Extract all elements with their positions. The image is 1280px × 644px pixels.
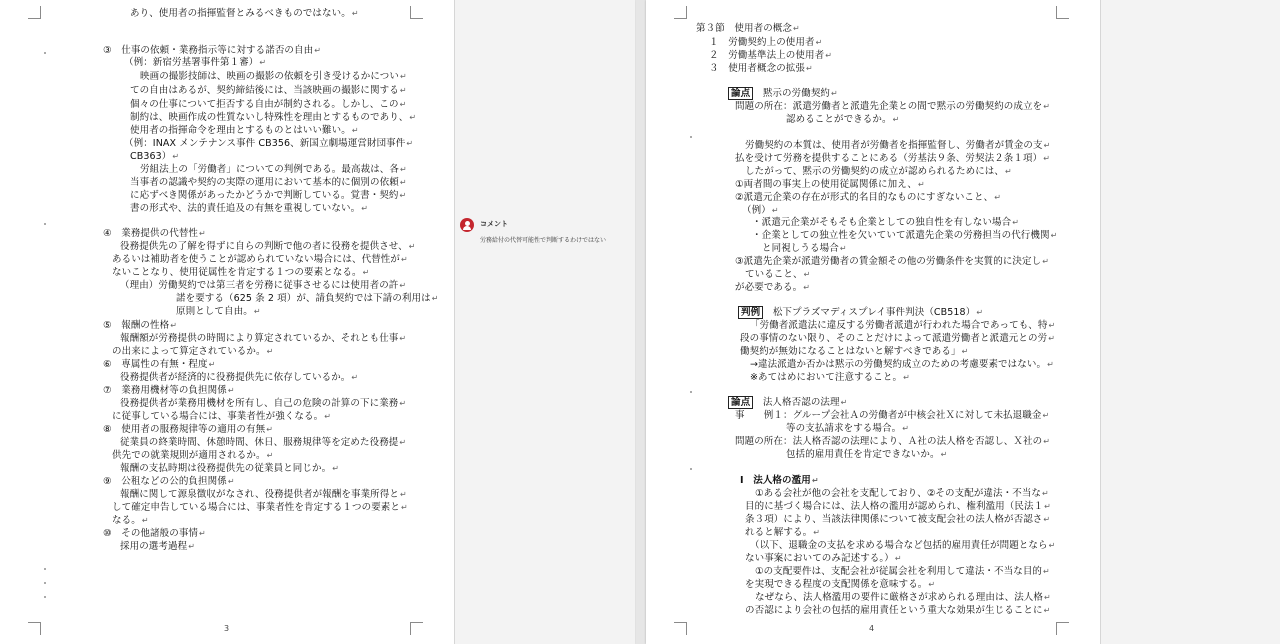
line-text: ３ 使用者概念の拡張 xyxy=(709,63,806,74)
text-line xyxy=(130,99,406,110)
text-line xyxy=(140,71,407,82)
text-line xyxy=(750,359,1054,370)
line-text: 条３項）により、当該法律関係について被支配会社の法人格が否認さ xyxy=(745,514,1043,525)
comment-pane xyxy=(454,0,635,644)
paragraph-mark-icon: ↵ xyxy=(771,206,779,215)
text-line xyxy=(745,501,1051,512)
line-text: 制約は、映画作成の性質ないし特殊性を理由とするものであり、 xyxy=(130,112,409,123)
paragraph-mark-icon: ↵ xyxy=(266,425,274,434)
crop-mark xyxy=(1056,622,1069,635)
text-line xyxy=(103,528,206,539)
line-text: 従業員の終業時間、休憩時間、休日、服務規律等を定めた役務提 xyxy=(120,437,399,448)
tag-label: 論点 xyxy=(728,87,753,100)
line-text: ない事案においてのみ記述する。） xyxy=(745,553,894,564)
text-line xyxy=(112,502,408,513)
page-3 xyxy=(0,0,634,644)
line-text: ないことなり、使用従属性を肯定する１つの要素となる。 xyxy=(112,267,362,278)
paragraph-mark-icon: ↵ xyxy=(902,424,910,433)
paragraph-mark-icon: ↵ xyxy=(1044,593,1051,602)
text-line xyxy=(728,88,838,99)
text-line xyxy=(120,437,406,448)
text-line xyxy=(130,203,368,214)
paragraph-mark-icon: ↵ xyxy=(928,580,936,589)
line-text: ⑧ 使用者の服務規律等の適用の有無 xyxy=(103,424,266,435)
line-text: したがって、黙示の労働契約の成立が認められるためには、 xyxy=(745,166,1005,177)
text-line xyxy=(786,114,899,125)
line-text: れると解する。 xyxy=(745,527,813,538)
paragraph-mark-icon: ↵ xyxy=(1048,334,1056,343)
paragraph-mark-icon: ↵ xyxy=(399,191,407,200)
text-line xyxy=(130,85,407,96)
paragraph-mark-icon: ↵ xyxy=(208,360,216,369)
line-text: 段の事情のない限り、そのことだけによって派遣労働者と派遣元との労 xyxy=(740,333,1048,344)
text-line xyxy=(120,333,406,344)
line-text: ていること、 xyxy=(745,269,803,280)
text-line xyxy=(709,50,832,61)
text-line xyxy=(124,57,266,68)
comment-text[interactable]: 労務給付の代替可能性で判断するわけではない xyxy=(480,237,607,244)
text-line xyxy=(112,267,369,278)
paragraph-mark-icon: ↵ xyxy=(1044,502,1051,511)
line-text: ④ 業務提供の代替性 xyxy=(103,228,199,239)
paragraph-mark-icon: ↵ xyxy=(815,38,823,47)
line-text: 労働契約の本質は、使用者が労働者を指揮監督し、労働者が賃金の支 xyxy=(745,140,1043,151)
paragraph-mark-icon: ↵ xyxy=(1043,154,1051,163)
text-line xyxy=(762,243,847,254)
line-text: 払を受けて労務を提供することにある（労基法９条、労契法２条１項） xyxy=(735,153,1043,164)
page-number: 3 xyxy=(224,624,230,633)
line-text: を実現できる程度の支配関係を意味する。 xyxy=(745,579,928,590)
text-line xyxy=(103,228,206,239)
paragraph-mark-icon: ↵ xyxy=(803,270,811,279)
text-line xyxy=(752,217,1019,228)
text-line xyxy=(112,515,149,526)
paragraph-mark-icon: ↵ xyxy=(332,464,340,473)
line-text: 映画の撮影技師は、映画の撮影の依頼を引き受けるかについ xyxy=(140,71,400,82)
paragraph-mark-icon: ↵ xyxy=(399,399,407,408)
paragraph-mark-icon: ↵ xyxy=(399,86,407,95)
paragraph-mark-icon: ↵ xyxy=(892,115,900,124)
text-line xyxy=(742,205,779,216)
paragraph-mark-icon: ↵ xyxy=(1043,102,1051,111)
text-line xyxy=(745,605,1050,616)
text-line xyxy=(745,514,1050,525)
line-text: （理由）労働契約では第三者を労務に従事させるには使用者の許 xyxy=(120,280,399,291)
text-line xyxy=(120,280,406,291)
paragraph-mark-icon: ↵ xyxy=(266,451,274,460)
paragraph-mark-icon: ↵ xyxy=(351,373,359,382)
paragraph-mark-icon: ↵ xyxy=(406,139,414,148)
paragraph-mark-icon: ↵ xyxy=(903,373,910,382)
line-text: 供先での就業規則が適用されるか。 xyxy=(112,450,266,461)
paragraph-mark-icon: ↵ xyxy=(400,72,407,81)
paragraph-mark-icon: ↵ xyxy=(399,438,407,447)
line-text: 原則として自由。 xyxy=(176,306,253,317)
paragraph-mark-icon: ↵ xyxy=(170,321,178,330)
line-text: ⑨ 公租などの公的負担関係 xyxy=(103,476,227,487)
line-text: ⑩ その他諸般の事情 xyxy=(103,528,199,539)
line-text: に応ずべき関係があったかどうかで判断している。覚書・契約 xyxy=(130,190,399,201)
paragraph-mark-icon: ↵ xyxy=(141,516,149,525)
text-line xyxy=(103,359,215,370)
paragraph-mark-icon: ↵ xyxy=(940,450,948,459)
text-line xyxy=(112,411,331,422)
text-line xyxy=(176,306,261,317)
line-text: 問題の所在：法人格否認の法理により、Ａ社の法人格を否認し、Ｘ社の xyxy=(735,436,1043,447)
paragraph-mark-icon: ↵ xyxy=(1050,231,1058,240)
text-line xyxy=(755,488,1049,499)
line-text: 諾を要する（625 条 2 項）が、請負契約では下請の利用は xyxy=(176,293,431,304)
line-text: 等の支払請求をする場合。 xyxy=(786,423,902,434)
paragraph-mark-icon: ↵ xyxy=(994,193,1002,202)
paragraph-mark-icon: ↵ xyxy=(227,386,235,395)
line-text: 「労働者派遣法に違反する労働者派遣が行われた場合であっても、特 xyxy=(750,320,1048,331)
paragraph-mark xyxy=(44,582,46,584)
text-line xyxy=(130,8,359,19)
text-line xyxy=(140,164,407,175)
paragraph-mark-icon: ↵ xyxy=(961,347,969,356)
line-text: →違法派遣か否かは黙示の労働契約成立のための考慮要素ではない。 xyxy=(750,359,1047,370)
text-line xyxy=(124,138,413,149)
line-text: 役務提供者が経済的に役務提供先に依存しているか。 xyxy=(120,372,351,383)
paragraph-mark-icon: ↵ xyxy=(409,113,417,122)
paragraph-mark-icon: ↵ xyxy=(259,58,267,67)
line-text: 包括的雇用責任を肯定できないか。 xyxy=(786,449,940,460)
text-line xyxy=(745,579,935,590)
paragraph-mark-icon: ↵ xyxy=(813,528,821,537)
crop-mark xyxy=(1056,6,1069,19)
line-text: 当事者の認識や契約の実際の運用において基本的に個別の依頼 xyxy=(130,177,399,188)
paragraph-mark-icon: ↵ xyxy=(1042,489,1049,498)
line-text: して確定申告している場合には、事業者性を肯定する１つの要素と xyxy=(112,502,401,513)
tag-label: 判例 xyxy=(738,306,763,319)
crop-mark xyxy=(410,6,423,19)
paragraph-mark-icon: ↵ xyxy=(399,100,407,109)
line-text: 役務提供先の了解を得ずに自らの判断で他の者に役務を提供させ、 xyxy=(120,241,408,252)
crop-mark xyxy=(28,622,41,635)
text-line xyxy=(103,476,235,487)
line-text: 事 例１：グループ会社Ａの労働者が中核会社Ｘに対して未払退職金 xyxy=(735,410,1042,421)
paragraph-mark-icon: ↵ xyxy=(351,9,359,18)
paragraph-mark-icon: ↵ xyxy=(1012,218,1020,227)
paragraph-mark-icon: ↵ xyxy=(253,307,261,316)
text-line xyxy=(728,397,847,408)
text-line xyxy=(112,254,408,265)
paragraph-mark-icon: ↵ xyxy=(803,283,811,292)
line-text: と同視しうる場合 xyxy=(762,243,839,254)
paragraph-mark-icon: ↵ xyxy=(793,24,800,33)
paragraph-mark-icon: ↵ xyxy=(399,281,407,290)
line-text: ・派遣元企業がそもそも企業としての独自性を有しない場合 xyxy=(752,217,1012,228)
text-line xyxy=(709,63,813,74)
text-line xyxy=(709,37,822,48)
paragraph-mark-icon: ↵ xyxy=(362,268,370,277)
line-text: なる。 xyxy=(112,515,141,526)
paragraph-mark-icon: ↵ xyxy=(324,412,332,421)
paragraph-mark-icon: ↵ xyxy=(894,554,902,563)
text-line xyxy=(755,592,1051,603)
tag-label: 論点 xyxy=(728,396,753,409)
line-text: あるいは補助者を使うことが認められていない場合には、代替性が xyxy=(112,254,401,265)
line-text: ・企業としての独立性を欠いていて派遣先企業の労務担当の代行機関 xyxy=(752,230,1050,241)
text-line xyxy=(735,410,1049,421)
line-text: 労組法上の「労働者」についての判例である。最高裁は、各 xyxy=(140,164,400,175)
text-line xyxy=(130,112,416,123)
text-line xyxy=(112,450,273,461)
paragraph-mark-icon: ↵ xyxy=(1047,360,1054,369)
line-text: あり、使用者の指揮監督とみるべきものではない。 xyxy=(130,8,351,19)
paragraph-mark-icon: ↵ xyxy=(839,244,847,253)
line-text: ①の支配要件は、支配会社が従属会社を利用して違法・不当な目的 xyxy=(755,566,1043,577)
text-line xyxy=(696,23,800,34)
paragraph-mark-icon: ↵ xyxy=(351,126,359,135)
paragraph-mark-icon: ↵ xyxy=(361,204,369,213)
line-text: 働契約が無効になることはないと解すべきである」 xyxy=(740,346,961,357)
text-line xyxy=(120,241,416,252)
crop-mark xyxy=(410,622,423,635)
text-line xyxy=(735,153,1050,164)
paragraph-mark-icon: ↵ xyxy=(227,477,235,486)
line-text: ②派遣元企業の存在が形式的名目的なものにすぎないこと、 xyxy=(735,192,994,203)
line-text: （以下、退職金の支払を求める場合など包括的雇用責任が問題となら xyxy=(750,540,1048,551)
line-text: なぜなら、法人格濫用の要件に厳格さが求められる理由は、法人格 xyxy=(755,592,1044,603)
paragraph-mark-icon: ↵ xyxy=(188,542,196,551)
text-line xyxy=(750,372,910,383)
line-text: 問題の所在：派遣労働者と派遣先企業との間で黙示の労働契約の成立を xyxy=(735,101,1043,112)
text-line xyxy=(735,256,1049,267)
line-text: （例：INAX メンテナンス事件 CB356、新国立劇場運営財団事件 xyxy=(124,138,406,149)
line-text: ①ある会社が他の会社を支配しており、②その支配が違法・不当な xyxy=(755,488,1042,499)
paragraph-mark-icon: ↵ xyxy=(806,64,813,73)
text-line xyxy=(103,385,235,396)
line-text: 書の形式や、法的責任追及の有無を重視していない。 xyxy=(130,203,361,214)
text-line xyxy=(735,436,1050,447)
text-line xyxy=(130,190,406,201)
paragraph-mark-icon: ↵ xyxy=(400,165,407,174)
text-line xyxy=(735,101,1050,112)
line-text: ての自由はあるが、契約締結後には、当該映画の撮影に関する xyxy=(130,85,399,96)
paragraph-mark-icon: ↵ xyxy=(1043,437,1051,446)
line-text: ２ 労働基準法上の使用者 xyxy=(709,50,825,61)
text-line xyxy=(735,179,925,190)
paragraph-mark xyxy=(44,223,46,225)
crop-mark xyxy=(674,6,687,19)
text-line xyxy=(745,166,1012,177)
text-line xyxy=(130,125,359,136)
line-text: （例：新宿労基署事件第１審） xyxy=(124,57,259,68)
paragraph-mark xyxy=(690,468,692,470)
paragraph-mark-icon: ↵ xyxy=(825,51,833,60)
crop-mark xyxy=(674,622,687,635)
text-line xyxy=(745,527,820,538)
paragraph-mark-icon: ↵ xyxy=(1042,411,1050,420)
paragraph-mark-icon: ↵ xyxy=(1048,321,1056,330)
text-line xyxy=(130,151,179,162)
line-text: 目的に基づく場合には、法人格の濫用が認められ、権利濫用（民法１ xyxy=(745,501,1044,512)
text-line xyxy=(740,475,819,486)
paragraph-mark-icon: ↵ xyxy=(172,152,180,161)
line-text: Ⅰ 法人格の濫用 xyxy=(740,475,811,486)
text-line xyxy=(735,192,1001,203)
line-text: ※あてはめにおいて注意すること。 xyxy=(750,372,903,383)
text-line xyxy=(120,372,358,383)
line-text: ③派遣先企業が派遣労働者の賃金額その他の労働条件を実質的に決定し xyxy=(735,256,1042,267)
paragraph-mark-icon: ↵ xyxy=(399,178,407,187)
line-text: ⑤ 報酬の性格 xyxy=(103,320,170,331)
text-line xyxy=(745,553,902,564)
paragraph-mark-icon: ↵ xyxy=(1043,515,1051,524)
text-line xyxy=(745,140,1050,151)
line-text: 報酬の支払時期は役務提供先の従業員と同じか。 xyxy=(120,463,332,474)
paragraph-mark-icon: ↵ xyxy=(831,89,838,98)
text-line xyxy=(755,566,1050,577)
text-line xyxy=(112,346,273,357)
paragraph-mark-icon: ↵ xyxy=(314,46,322,55)
paragraph-mark xyxy=(44,568,46,570)
paragraph-mark-icon: ↵ xyxy=(399,490,407,499)
line-text: CB363） xyxy=(130,151,172,162)
paragraph-mark-icon: ↵ xyxy=(1043,606,1051,615)
line-text: （例） xyxy=(742,205,771,216)
line-text: 黙示の労働契約 xyxy=(762,88,831,99)
text-line xyxy=(740,346,968,357)
line-text: ③ 仕事の依頼・業務指示等に対する諾否の自由 xyxy=(103,45,314,56)
text-line xyxy=(103,45,321,56)
line-text: が必要である。 xyxy=(735,282,803,293)
text-line xyxy=(745,269,810,280)
paragraph-mark-icon: ↵ xyxy=(431,294,439,303)
line-text: 報酬に関して源泉徴収がなされ、役務提供者が報酬を事業所得と xyxy=(120,489,399,500)
paragraph-mark-icon: ↵ xyxy=(401,503,408,512)
line-text: ①両者間の事実上の使用従属関係に加え、 xyxy=(735,179,917,190)
line-text: 報酬額が労務提供の時間により算定されているか、それとも仕事 xyxy=(120,333,399,344)
paragraph-mark-icon: ↵ xyxy=(1043,567,1050,576)
line-text: の出来によって算定されているか。 xyxy=(112,346,266,357)
paragraph-mark-icon: ↵ xyxy=(266,347,274,356)
paragraph-mark-icon: ↵ xyxy=(811,476,819,485)
text-line xyxy=(103,320,177,331)
text-line xyxy=(176,293,439,304)
paragraph-mark-icon: ↵ xyxy=(1048,541,1056,550)
paragraph-mark-icon: ↵ xyxy=(918,180,925,189)
text-line xyxy=(786,449,947,460)
right-margin-area xyxy=(1100,0,1280,644)
paragraph-mark-icon: ↵ xyxy=(1005,167,1012,176)
paragraph-mark-icon: ↵ xyxy=(401,255,408,264)
line-text: の否認により会社の包括的雇用責任という重大な効果が生じることに xyxy=(745,605,1043,616)
text-line xyxy=(750,540,1055,551)
text-line xyxy=(103,424,273,435)
text-line xyxy=(120,489,407,500)
text-line xyxy=(752,230,1057,241)
line-text: １ 労働契約上の使用者 xyxy=(709,37,815,48)
paragraph-mark-icon: ↵ xyxy=(399,334,407,343)
paragraph-mark xyxy=(44,596,46,598)
paragraph-mark-icon: ↵ xyxy=(1042,257,1050,266)
paragraph-mark xyxy=(44,52,46,54)
text-line xyxy=(120,541,195,552)
text-line xyxy=(120,398,406,409)
paragraph-mark-icon: ↵ xyxy=(199,529,206,538)
line-text: ⑥ 専属性の有無・程度 xyxy=(103,359,208,370)
paragraph-mark-icon: ↵ xyxy=(408,242,416,251)
text-line xyxy=(738,307,983,318)
paragraph-mark-icon: ↵ xyxy=(199,229,206,238)
line-text: ⑦ 業務用機材等の負担関係 xyxy=(103,385,227,396)
line-text: 採用の選考過程 xyxy=(120,541,188,552)
user-avatar-icon[interactable] xyxy=(460,218,474,232)
line-text: 松下プラズマディスプレイ事件判決（CB518） xyxy=(772,307,976,318)
text-line xyxy=(735,282,810,293)
line-text: 第３節 使用者の概念 xyxy=(696,23,793,34)
paragraph-mark xyxy=(690,136,692,138)
comment-author[interactable]: コメント xyxy=(480,220,508,228)
line-text: 使用者の指揮命令を理由とするものとはいい難い。 xyxy=(130,125,351,136)
line-text: 法人格否認の法理 xyxy=(762,397,840,408)
line-text: 個々の仕事について拒否する自由が制約される。しかし、この xyxy=(130,99,399,110)
text-line xyxy=(120,463,339,474)
paragraph-mark xyxy=(690,391,692,393)
paragraph-mark-icon: ↵ xyxy=(840,398,848,407)
page-number: 4 xyxy=(869,624,875,633)
text-line xyxy=(786,423,909,434)
crop-mark xyxy=(28,6,41,19)
paragraph-mark-icon: ↵ xyxy=(976,308,984,317)
paragraph-mark-icon: ↵ xyxy=(1043,141,1051,150)
text-line xyxy=(740,333,1055,344)
line-text: 認めることができるか。 xyxy=(786,114,892,125)
line-text: に従事している場合には、事業者性が強くなる。 xyxy=(112,411,324,422)
text-line xyxy=(130,177,407,188)
text-line xyxy=(750,320,1055,331)
line-text: 役務提供者が業務用機材を所有し、自己の危険の計算の下に業務 xyxy=(120,398,399,409)
